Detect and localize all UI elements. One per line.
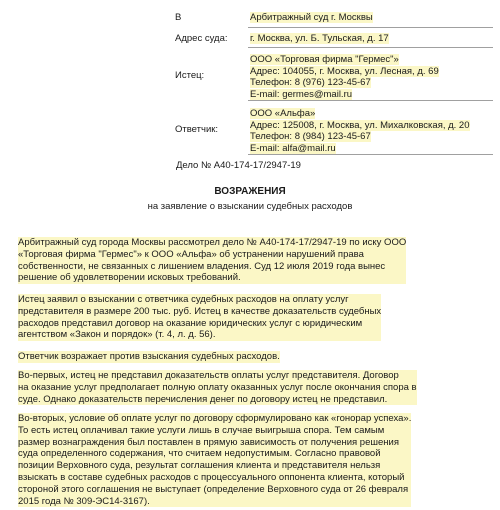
paragraph-4: Во-первых, истец не представил доказательств оплаты услуг представителя. Договор на оказание услуг предполагает полную оплату оказанных услуг после окончания спора в суде. Однако доказательств перечисления денег по договору истец не представил. xyxy=(18,370,417,405)
court-address: г. Москва, ул. Б. Тульская, д. 17 xyxy=(250,33,389,44)
to-label: В xyxy=(175,12,182,23)
plaintiff-label: Истец: xyxy=(175,70,205,81)
document-title: ВОЗРАЖЕНИЯ xyxy=(214,186,286,197)
plaintiff-underline xyxy=(248,100,493,101)
court-name: Арбитражный суд г. Москвы xyxy=(250,12,373,23)
paragraph-3: Ответчик возражает против взыскания судебных расходов. xyxy=(18,351,280,362)
court-underline xyxy=(248,27,493,28)
court-address-underline xyxy=(248,47,493,48)
defendant-block: ООО «Альфа» Адрес: 125008, г. Москва, ул. Михалковская, д. 20 Телефон: 8 (984) 123-45-67 E-mail: alfa@mail.ru xyxy=(250,108,470,154)
plaintiff-block: ООО «Торговая фирма "Гермес"» Адрес: 104055, г. Москва, ул. Лесная, д. 69 Телефон: 8 (976) 123-45-67 E-mail: germes@mail.ru xyxy=(250,54,439,100)
paragraph-2: Истец заявил о взыскании с ответчика судебных расходов на оплату услуг представителя в размере 200 тыс. руб. Истец в качестве доказательств судебных расходов представил договор на оказание юридических услуг с юридическим агентством «Закон и порядок» (т. 4, л. д. 56). xyxy=(18,294,382,341)
defendant-underline xyxy=(248,154,493,155)
paragraph-5: Во-вторых, условие об оплате услуг по договору сформулировано как «гонорар успеха». То есть истец оплачивал такие услуги лишь в случае выигрыша спора. Тем самым размер вознаграждения был поставлен в прямую зависимость от получения решения суда определенного содержания, что считаем недопустимым. Согласно правовой позиции Верховного суда, результат соглашения клиента и представителя нельзя взыскать в составе судебных расходов с процессуального оппонента клиента, который стороной этого соглашения не выступает (определение Верховного суда от 26 февраля 2015 года № 309-ЭС14-3167). xyxy=(18,413,412,507)
case-number: Дело № А40-174-17/2947-19 xyxy=(176,160,301,171)
defendant-label: Ответчик: xyxy=(175,124,219,135)
paragraph-1: Арбитражный суд города Москвы рассмотрел дело № А40-174-17/2947-19 по иску ООО «Торговая фирма "Гермес"» к ООО «Альфа» об устранении нарушений права собственности, не связанных с лишением владения. Суд 12 июля 2019 года вынес решение об удовлетворении исковых требований. xyxy=(18,237,407,284)
document-subtitle: на заявление о взыскании судебных расходов xyxy=(147,201,353,212)
court-address-label: Адрес суда: xyxy=(175,33,228,44)
